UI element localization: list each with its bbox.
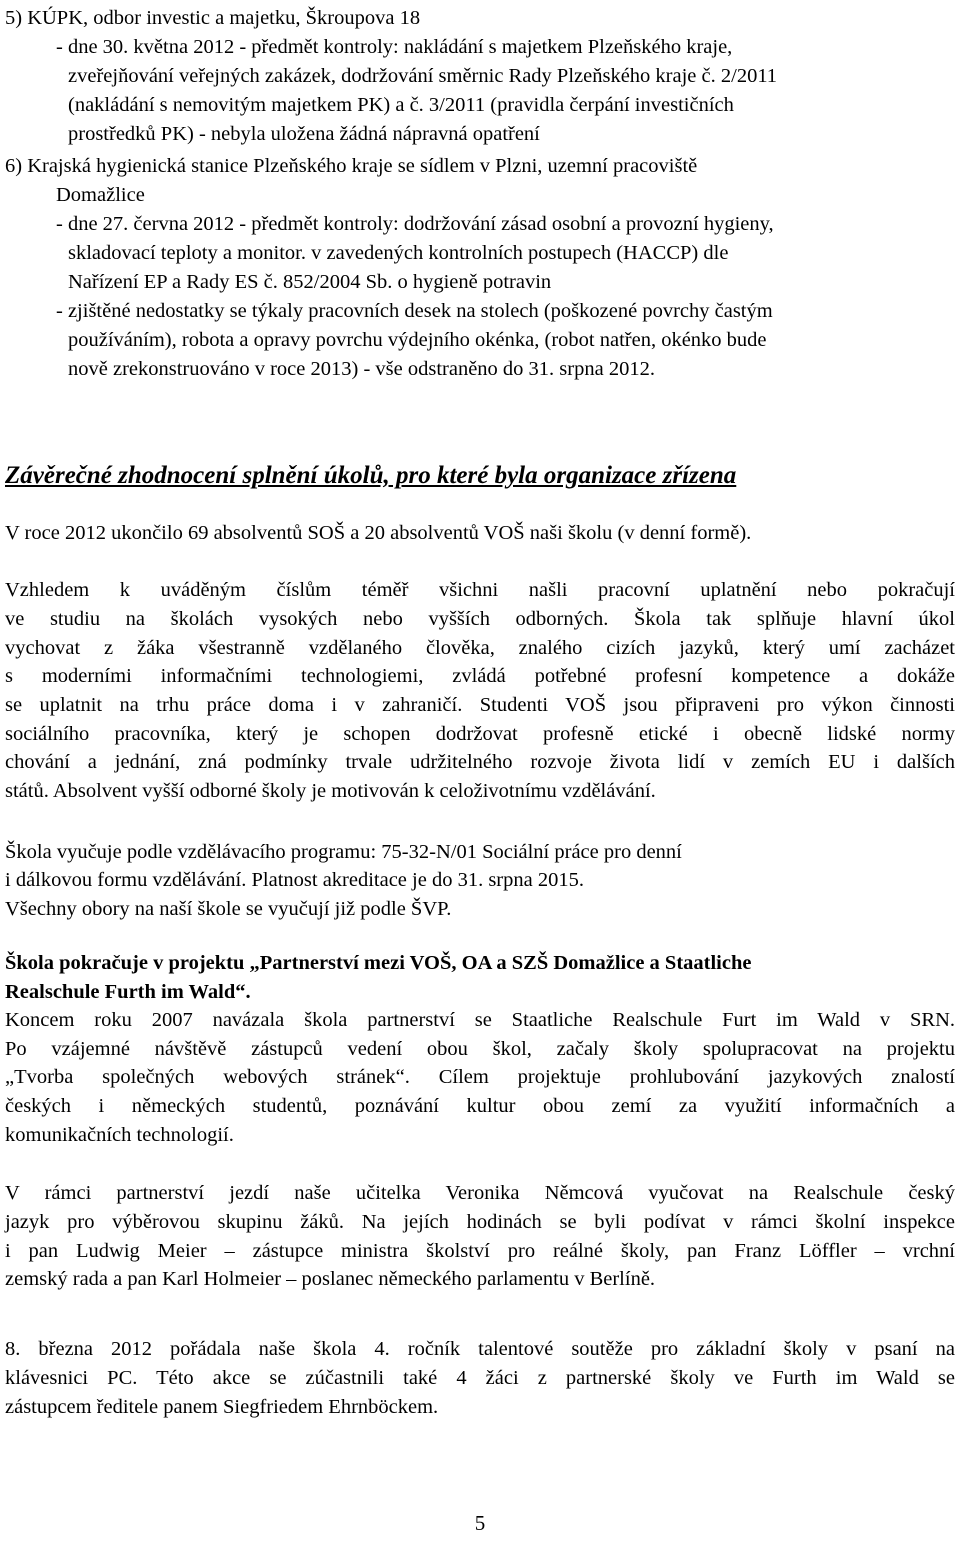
paragraph-uplatneni-line-5: se uplatnit na trhu práce doma i v zahraničí. Studenti VOŠ jsou připraveni pro výkon činnosti — [5, 694, 955, 716]
paragraph-project-line-3: „Tvorba společných webových stránek“. Cílem projektuje prohlubování jazykových znalostí — [5, 1066, 955, 1088]
item6-line-3: Nařízení EP a Rady ES č. 852/2004 Sb. o hygieně potravin — [68, 271, 552, 293]
paragraph-competition-line-3: zástupcem ředitele panem Siegfriedem Ehrnböckem. — [5, 1396, 439, 1418]
paragraph-uplatneni-line-1: Vzhledem k uváděným číslům téměř všichni našli pracovní uplatnění nebo pokračují — [5, 579, 955, 601]
page-number: 5 — [474, 1511, 486, 1535]
section-heading: Závěrečné zhodnocení splnění úkolů, pro které byla organizace zřízena — [5, 462, 737, 489]
item5-line-4: prostředků PK) - nebyla uložena žádná nápravná opatření — [68, 123, 540, 145]
paragraph-teacher-line-1: V rámci partnerství jezdí naše učitelka Veronika Němcová vyučovat na Realschule český — [5, 1182, 955, 1204]
project-heading-line-1: Škola pokračuje v projektu „Partnerství mezi VOŠ, OA a SZŠ Domažlice a Staatliche — [5, 952, 752, 974]
paragraph-uplatneni-line-2: ve studiu na školách vysokých nebo vyšších odborných. Škola tak splňuje hlavní úkol — [5, 608, 955, 630]
item5-line-3: (nakládání s nemovitým majetkem PK) a č. 3/2011 (pravidla čerpání investičních — [68, 94, 734, 116]
paragraph-uplatneni-line-3: vychovat z žáka všestranně vzdělaného člověka, znalého cizích jazyků, který umí zacházet — [5, 637, 955, 659]
paragraph-program-line-3: Všechny obory na naší škole se vyučují již podle ŠVP. — [5, 898, 452, 920]
paragraph-program-line-1: Škola vyučuje podle vzdělávacího programu: 75-32-N/01 Sociální práce pro denní — [5, 841, 682, 863]
paragraph-uplatneni-line-8: států. Absolvent vyšší odborné školy je motivován k celoživotnímu vzdělávání. — [5, 780, 656, 802]
paragraph-project-line-5: komunikačních technologií. — [5, 1124, 234, 1146]
item5-line-2: zveřejňování veřejných zakázek, dodržování směrnic Rady Plzeňského kraje č. 2/2011 — [68, 65, 778, 87]
item6-heading: 6) Krajská hygienická stanice Plzeňského kraje se sídlem v Plzni, uzemní pracoviště — [5, 155, 698, 177]
item6-line-2: skladovací teploty a monitor. v zavedených kontrolních postupech (HACCP) dle — [68, 242, 729, 264]
paragraph-competition-line-2: klávesnici PC. Této akce se zúčastnili také 4 žáci z partnerské školy ve Furth im Wald se — [5, 1367, 955, 1389]
paragraph-uplatneni-line-4: s moderními informačními technologiemi, zvládá potřebné profesní kompetence a dokáže — [5, 665, 955, 687]
paragraph-teacher-line-3: i pan Ludwig Meier – zástupce ministra školství pro reálné školy, pan Franz Löffler – vrchní — [5, 1240, 955, 1262]
paragraph-absolventi: V roce 2012 ukončilo 69 absolventů SOŠ a 20 absolventů VOŠ naši školu (v denní formě). — [5, 522, 752, 544]
project-heading-line-2: Realschule Furth im Wald“. — [5, 981, 251, 1003]
item6-heading-cont: Domažlice — [56, 184, 145, 206]
paragraph-teacher-line-2: jazyk pro výběrovou skupinu žáků. Na jejích hodinách se byli podívat v rámci školní inspekce — [5, 1211, 955, 1233]
paragraph-competition-line-1: 8. března 2012 pořádala naše škola 4. ročník talentové soutěže pro základní školy v psaní na — [5, 1338, 955, 1360]
item5-line-1: - dne 30. května 2012 - předmět kontroly: nakládání s majetkem Plzeňského kraje, — [56, 36, 733, 58]
paragraph-project-line-4: českých i německých studentů, poznávání kultur obou zemí za využití informačních a — [5, 1095, 955, 1117]
paragraph-project-line-2: Po vzájemné návštěvě zástupců vedení obou škol, začaly školy spolupracovat na projektu — [5, 1038, 955, 1060]
paragraph-uplatneni-line-7: chování a jednání, zná podmínky trvale udržitelného rozvoje života lidí v zemích EU i dalších — [5, 751, 955, 773]
item5-heading: 5) KÚPK, odbor investic a majetku, Škroupova 18 — [5, 7, 421, 29]
item6-line-4: - zjištěné nedostatky se týkaly pracovních desek na stolech (poškozené povrchy častým — [56, 300, 773, 322]
paragraph-uplatneni-line-6: sociálního pracovníka, který je schopen dodržovat profesně etické i obecně lidské normy — [5, 723, 955, 745]
paragraph-teacher-line-4: zemský rada a pan Karl Holmeier – poslanec německého parlamentu v Berlíně. — [5, 1268, 656, 1290]
item6-line-1: - dne 27. června 2012 - předmět kontroly: dodržování zásad osobní a provozní hygieny, — [56, 213, 774, 235]
item6-line-6: nově zrekonstruováno v roce 2013) - vše odstraněno do 31. srpna 2012. — [68, 358, 655, 380]
paragraph-project-line-1: Koncem roku 2007 navázala škola partnerství se Staatliche Realschule Furt im Wald v SRN. — [5, 1009, 955, 1031]
paragraph-program-line-2: i dálkovou formu vzdělávání. Platnost akreditace je do 31. srpna 2015. — [5, 869, 584, 891]
item6-line-5: používáním), robota a opravy povrchu výdejního okénka, (robot natřen, okénko bude — [68, 329, 767, 351]
